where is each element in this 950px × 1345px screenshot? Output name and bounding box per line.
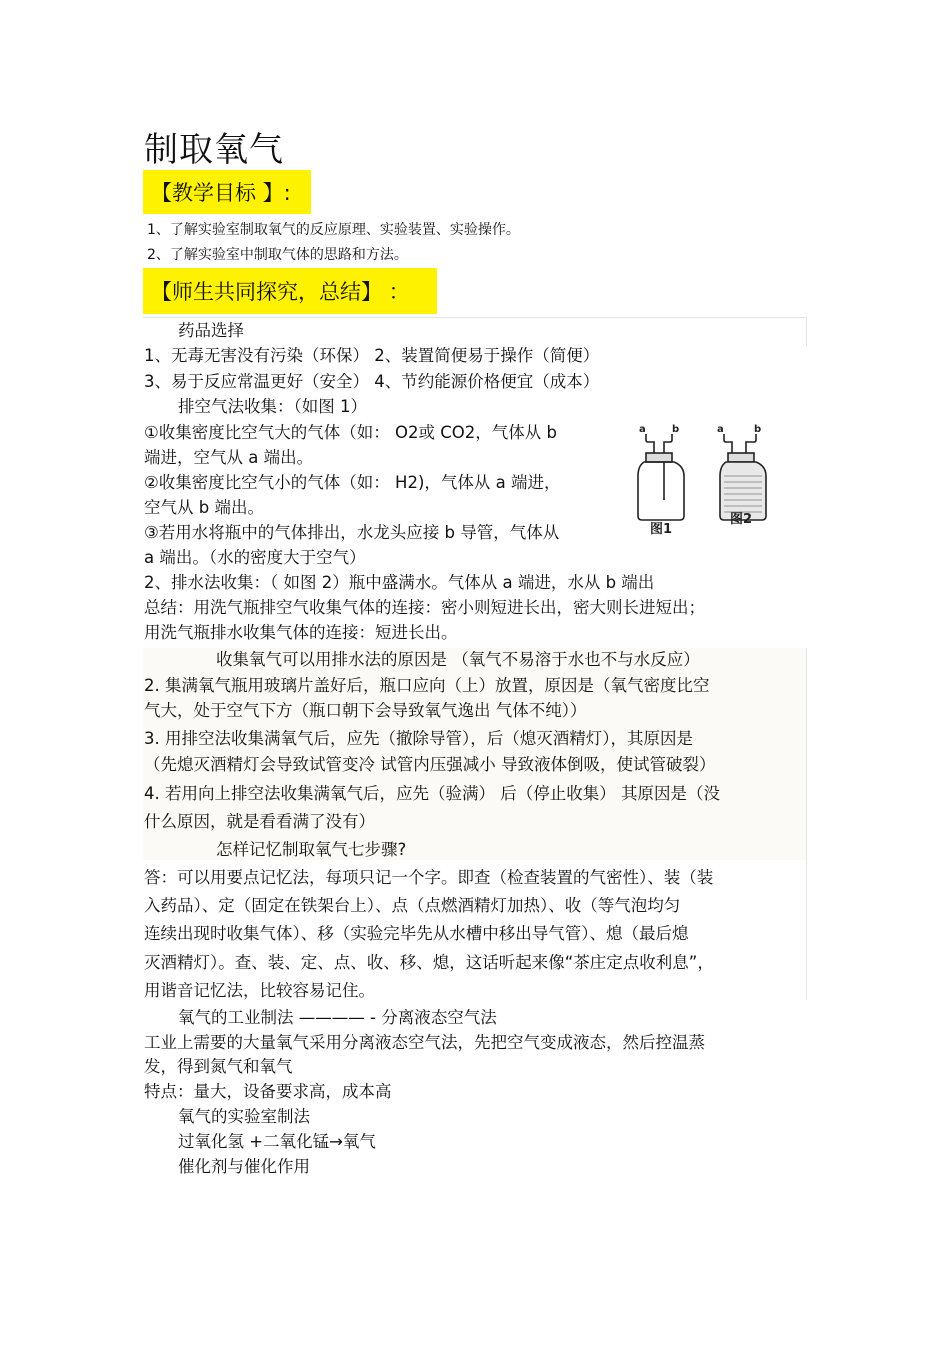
text-line: （先熄灭酒精灯会导致试管变冷 试管内压强减小 导致液体倒吸，使试管破裂） (144, 755, 716, 774)
label-a: a (717, 424, 724, 435)
bottle-1 (638, 434, 684, 520)
heading-teaching-goals: 【教学目标 】: (143, 170, 311, 214)
label-b: b (672, 424, 680, 435)
text-line: 1、无毒无害没有污染（环保） 2、装置简便易于操作（简便） (144, 346, 600, 365)
caption-fig1: 图1 (650, 522, 673, 535)
text-line: 3. 用排空法收集满氧气后，应先（撤除导管），后（熄灭酒精灯），其原因是 (144, 729, 693, 748)
goal-item: 2、了解实验室中制取气体的思路和方法。 (147, 247, 408, 263)
text-line: 用谐音记忆法，比较容易记住。 (144, 981, 375, 1000)
text-line: 过氧化氢 +二氧化锰→氧气 (178, 1132, 376, 1151)
text-line: 2. 集满氧气瓶用玻璃片盖好后，瓶口应向（上）放置，原因是（氧气密度比空 (144, 676, 710, 695)
text-line: 特点：量大，设备要求高，成本高 (144, 1082, 392, 1101)
text-line: 端进，空气从 a 端出。 (144, 448, 314, 467)
text-line: 气大，处于空气下方（瓶口朝下会导致氧气逸出 气体不纯）） (144, 701, 587, 720)
page-title: 制取氧气 (144, 130, 284, 170)
heading-explore: 【师生共同探究，总结】 ： (143, 268, 437, 314)
text-line: ①收集密度比空气大的气体（如： O2或 CO2，气体从 b (144, 423, 557, 442)
text-line: 灭酒精灯）。查、装、定、点、收、移、熄，这话听起来像“茶庄定点收利息”， (144, 953, 714, 972)
text-line: 入药品）、定（固定在铁架台上）、点（点燃酒精灯加热）、收（等气泡均匀 (144, 896, 681, 915)
text-line: ③若用水将瓶中的气体排出，水龙头应接 b 导管，气体从 (144, 523, 560, 542)
text-line: 药品选择 (178, 321, 244, 340)
goal-item: 1、了解实验室制取氧气的反应原理、实验装置、实验操作。 (147, 222, 520, 238)
text-line: a 端出。（水的密度大于空气） (144, 548, 366, 567)
text-line: 4. 若用向上排空法收集满氧气后，应先（验满） 后（停止收集） 其原因是（没 (144, 784, 720, 803)
section-border (806, 648, 807, 1000)
text-line: 催化剂与催化作用 (178, 1157, 310, 1176)
text-line: 氧气的工业制法 ———— - 分离液态空气法 (178, 1008, 497, 1027)
text-line: 连续出现时收集气体）、移（实验完毕先从水槽中移出导气管）、熄（最后熄 (144, 924, 689, 943)
text-line: 排空气法收集：（如图 1） (178, 397, 367, 416)
text-line: 怎样记忆制取氧气七步骤? (216, 840, 407, 859)
label-a: a (639, 424, 646, 435)
text-line: 工业上需要的大量氧气采用分离液态空气法，先把空气变成液态，然后控温蒸 (144, 1033, 705, 1052)
text-line: 答：可以用要点记忆法，每项只记一个字。即查（检查装置的气密性）、装（装 (144, 868, 714, 887)
text-line: 空气从 b 端出。 (144, 498, 264, 517)
bottle-2 (720, 434, 766, 520)
text-line: 总结：用洗气瓶排空气收集气体的连接：密小则短进长出，密大则长进短出； (144, 598, 705, 617)
text-line: 用洗气瓶排水收集气体的连接：短进长出。 (144, 623, 458, 642)
text-line: 氧气的实验室制法 (178, 1107, 310, 1126)
text-line: ②收集密度比空气小的气体（如： H2)，气体从 a 端进， (144, 473, 561, 492)
text-line: 2、排水法收集：（ 如图 2）瓶中盛满水。气体从 a 端进，水从 b 端出 (144, 573, 655, 592)
label-b: b (754, 424, 762, 435)
text-line: 发，得到氮气和氧气 (144, 1057, 293, 1076)
text-line: 什么原因，就是看看满了没有） (144, 812, 375, 831)
caption-fig2: 图2 (730, 512, 753, 527)
text-line: 3、易于反应常温更好（安全） 4、节约能源价格便宜（成本） (144, 372, 600, 391)
gas-bottle-figure (632, 420, 780, 535)
text-line: 收集氧气可以用排水法的原因是 （氧气不易溶于水也不与水反应） (216, 650, 700, 669)
